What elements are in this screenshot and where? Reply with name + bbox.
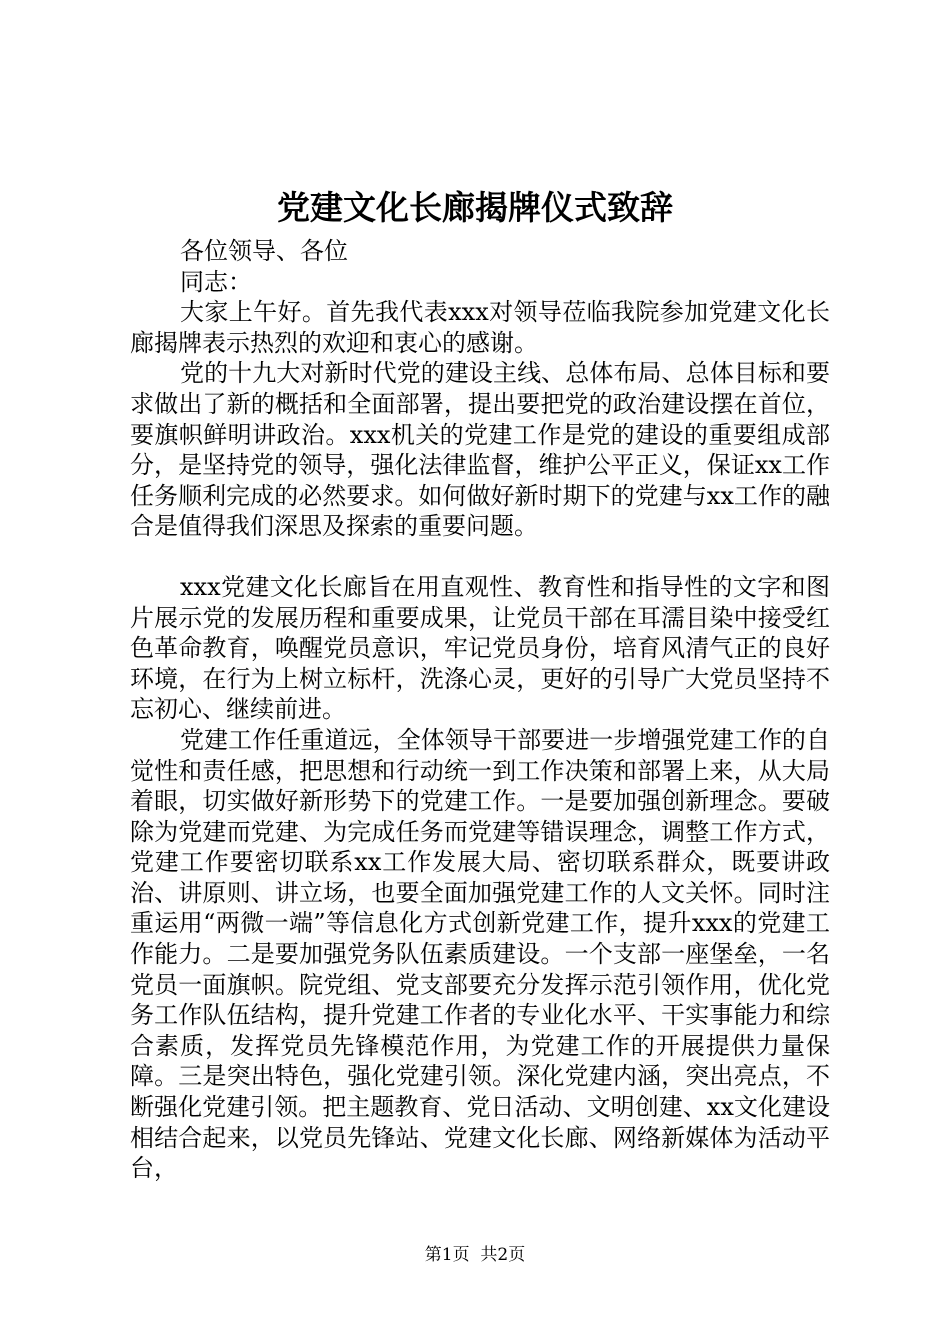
paragraph-greeting: 大家上午好。首先我代表xxx对领导莅临我院参加党建文化长廊揭牌表示热烈的欢迎和衷心的感谢。	[130, 298, 830, 357]
document-title: 党建文化长廊揭牌仪式致辞	[277, 188, 673, 227]
paragraph-nineteenth-congress: 党的十九大对新时代党的建设主线、总体布局、总体目标和要求做出了新的概括和全面部署，提出要把党的政治建设摆在首位，要旗帜鲜明讲政治。xxx机关的党建工作是党的建设的重要组成部分，是坚持党的领导，强化法律监督，维护公平正义，保证xx工作任务顺利完成的必然要求。如何做好新时期下的党建与xx工作的融合是值得我们深思及探索的重要问题。	[130, 359, 830, 541]
page-number: 第1页 共2页	[424, 1245, 526, 1265]
paragraph-party-work: 党建工作任重道远，全体领导干部要进一步增强党建工作的自觉性和责任感，把思想和行动统一到工作决策和部署上来，从大局着眼，切实做好新形势下的党建工作。一是要加强创新理念。要破除为党建而党建、为完成任务而党建等错误理念，调整工作方式，党建工作要密切联系xx工作发展大局、密切联系群众，既要讲政治、讲原则、讲立场，也要全面加强党建工作的人文关怀。同时注重运用“两微一端”等信息化方式创新党建工作，提升xxx的党建工作能力。二是要加强党务队伍素质建设。一个支部一座堡垒，一名党员一面旗帜。院党组、党支部要充分发挥示范引领作用，优化党务工作队伍结构，提升党建工作者的专业化水平、干实事能力和综合素质，发挥党员先锋模范作用，为党建工作的开展提供力量保障。三是突出特色，强化党建引领。深化党建内涵，突出亮点，不断强化党建引领。把主题教育、党日活动、文明创建、xx文化建设相结合起来，以党员先锋站、党建文化长廊、网络新媒体为活动平台，	[130, 725, 830, 1183]
salutation-line-1: 各位领导、各位	[180, 237, 348, 265]
page-footer	[0, 1244, 950, 1266]
salutation-line-2: 同志：	[180, 267, 252, 296]
paragraph-culture-corridor: xxx党建文化长廊旨在用直观性、教育性和指导性的文字和图片展示党的发展历程和重要成果，让党员干部在耳濡目染中接受红色革命教育，唤醒党员意识，牢记党员身份，培育风清气正的良好环境，在行为上树立标杆，洗涤心灵，更好的引导广大党员坚持不忘初心、继续前进。	[130, 572, 830, 724]
document-body	[130, 236, 830, 1184]
